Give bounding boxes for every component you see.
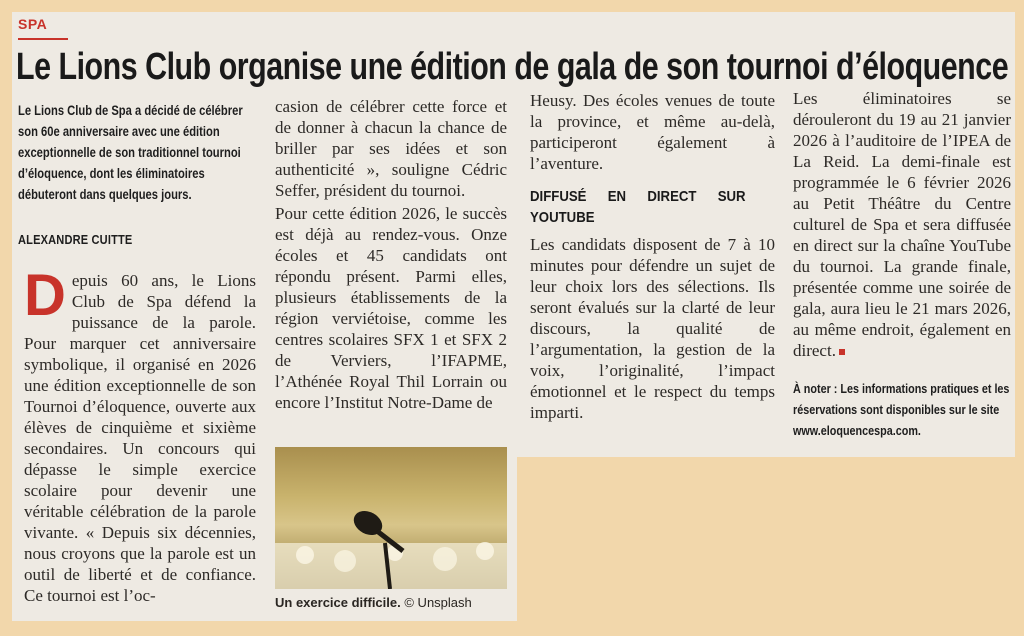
column-2 [275, 96, 507, 413]
column-3-text-a: Heusy. Des écoles venues de toute la province, et même au-delà, participeront également à l’aventure. [530, 91, 775, 173]
photo-microphone [275, 447, 507, 589]
column-1 [24, 263, 256, 606]
column-1-text: epuis 60 ans, le Lions Club de Spa défend la puissance de la parole. Pour marquer cet anniversaire symbolique, il organisé en 2026 une édition exceptionnelle de son Tournoi d’éloquence, ouverte aux élèves de cinquième et sixième secondaires. Un concours qui dépasse le simple exercice scolaire pour devenir une véritable célébration de la parole vivante. « Depuis six décennies, nous croyons que la parole est un outil de liberté et de confiance. Ce tournoi est l’oc- [24, 271, 256, 605]
column-3-text-b: Les candidats disposent de 7 à 10 minutes pour défendre un sujet de leur choix lors des sélections. Ils seront évalués sur la clarté de leur discours, la qualité de l’argumentation, la gestion de la voix, l’originalité, l’impact émotionnel et le respect du temps imparti. [530, 235, 775, 422]
headline: Le Lions Club organise une édition de gala de son tournoi d’éloquence [16, 46, 1009, 88]
caption-title: Un exercice difficile. [275, 595, 401, 610]
end-mark [839, 349, 845, 355]
caption-credit: © Unsplash [404, 595, 472, 610]
byline: ALEXANDRE CUITTE [18, 232, 133, 247]
column-2-text-b: Pour cette édition 2026, le succès est déjà au rendez-vous. Onze écoles et 45 candidats ont répondu présent. Parmi elles, plusieurs établissements de la région verviétoise, comme les centres scolaires SFX 1 et SFX 2 de Verviers, l’IFAPME, l’Athénée Royal Thil Lorrain ou encore l’Institut Notre-Dame de [275, 204, 507, 412]
info-note: À noter : Les informations pratiques et les réservations sont disponibles sur le site www.eloquencespa.com. [793, 381, 1010, 438]
column-3 [530, 90, 775, 423]
column-2-text-a: casion de célébrer cette force et de donner à chacun la chance de briller par ses idées et son authenticité », souligne Cédric Seffer, président du tournoi. [275, 97, 507, 200]
column-4-text: Les éliminatoires se dérouleront du 19 au 21 janvier 2026 à l’auditoire de l’IPEA de La Reid. La demi-finale est programmée le 6 février 2026 au Petit Théâtre du Centre culturel de Spa et sera diffusée en direct sur la chaîne YouTube du tournoi. La grande finale, présentée comme une soirée de gala, aura lieu le 21 mars 2026, au même endroit, également en direct. [793, 89, 1011, 360]
subheading: DIFFUSÉ EN DIRECT SUR YOUTUBE [530, 188, 746, 226]
column-4 [793, 88, 1011, 361]
photo-caption [275, 595, 515, 610]
section-label: SPA [18, 16, 48, 32]
drop-cap: D [24, 263, 66, 328]
section-underline [18, 38, 68, 40]
microphone-illustration [275, 447, 507, 589]
lead-paragraph: Le Lions Club de Spa a décidé de célébrer son 60e anniversaire avec une édition exceptionnelle de son traditionnel tournoi d’éloquence, dont les éliminatoires débuteront dans quelques jours. [18, 102, 243, 202]
